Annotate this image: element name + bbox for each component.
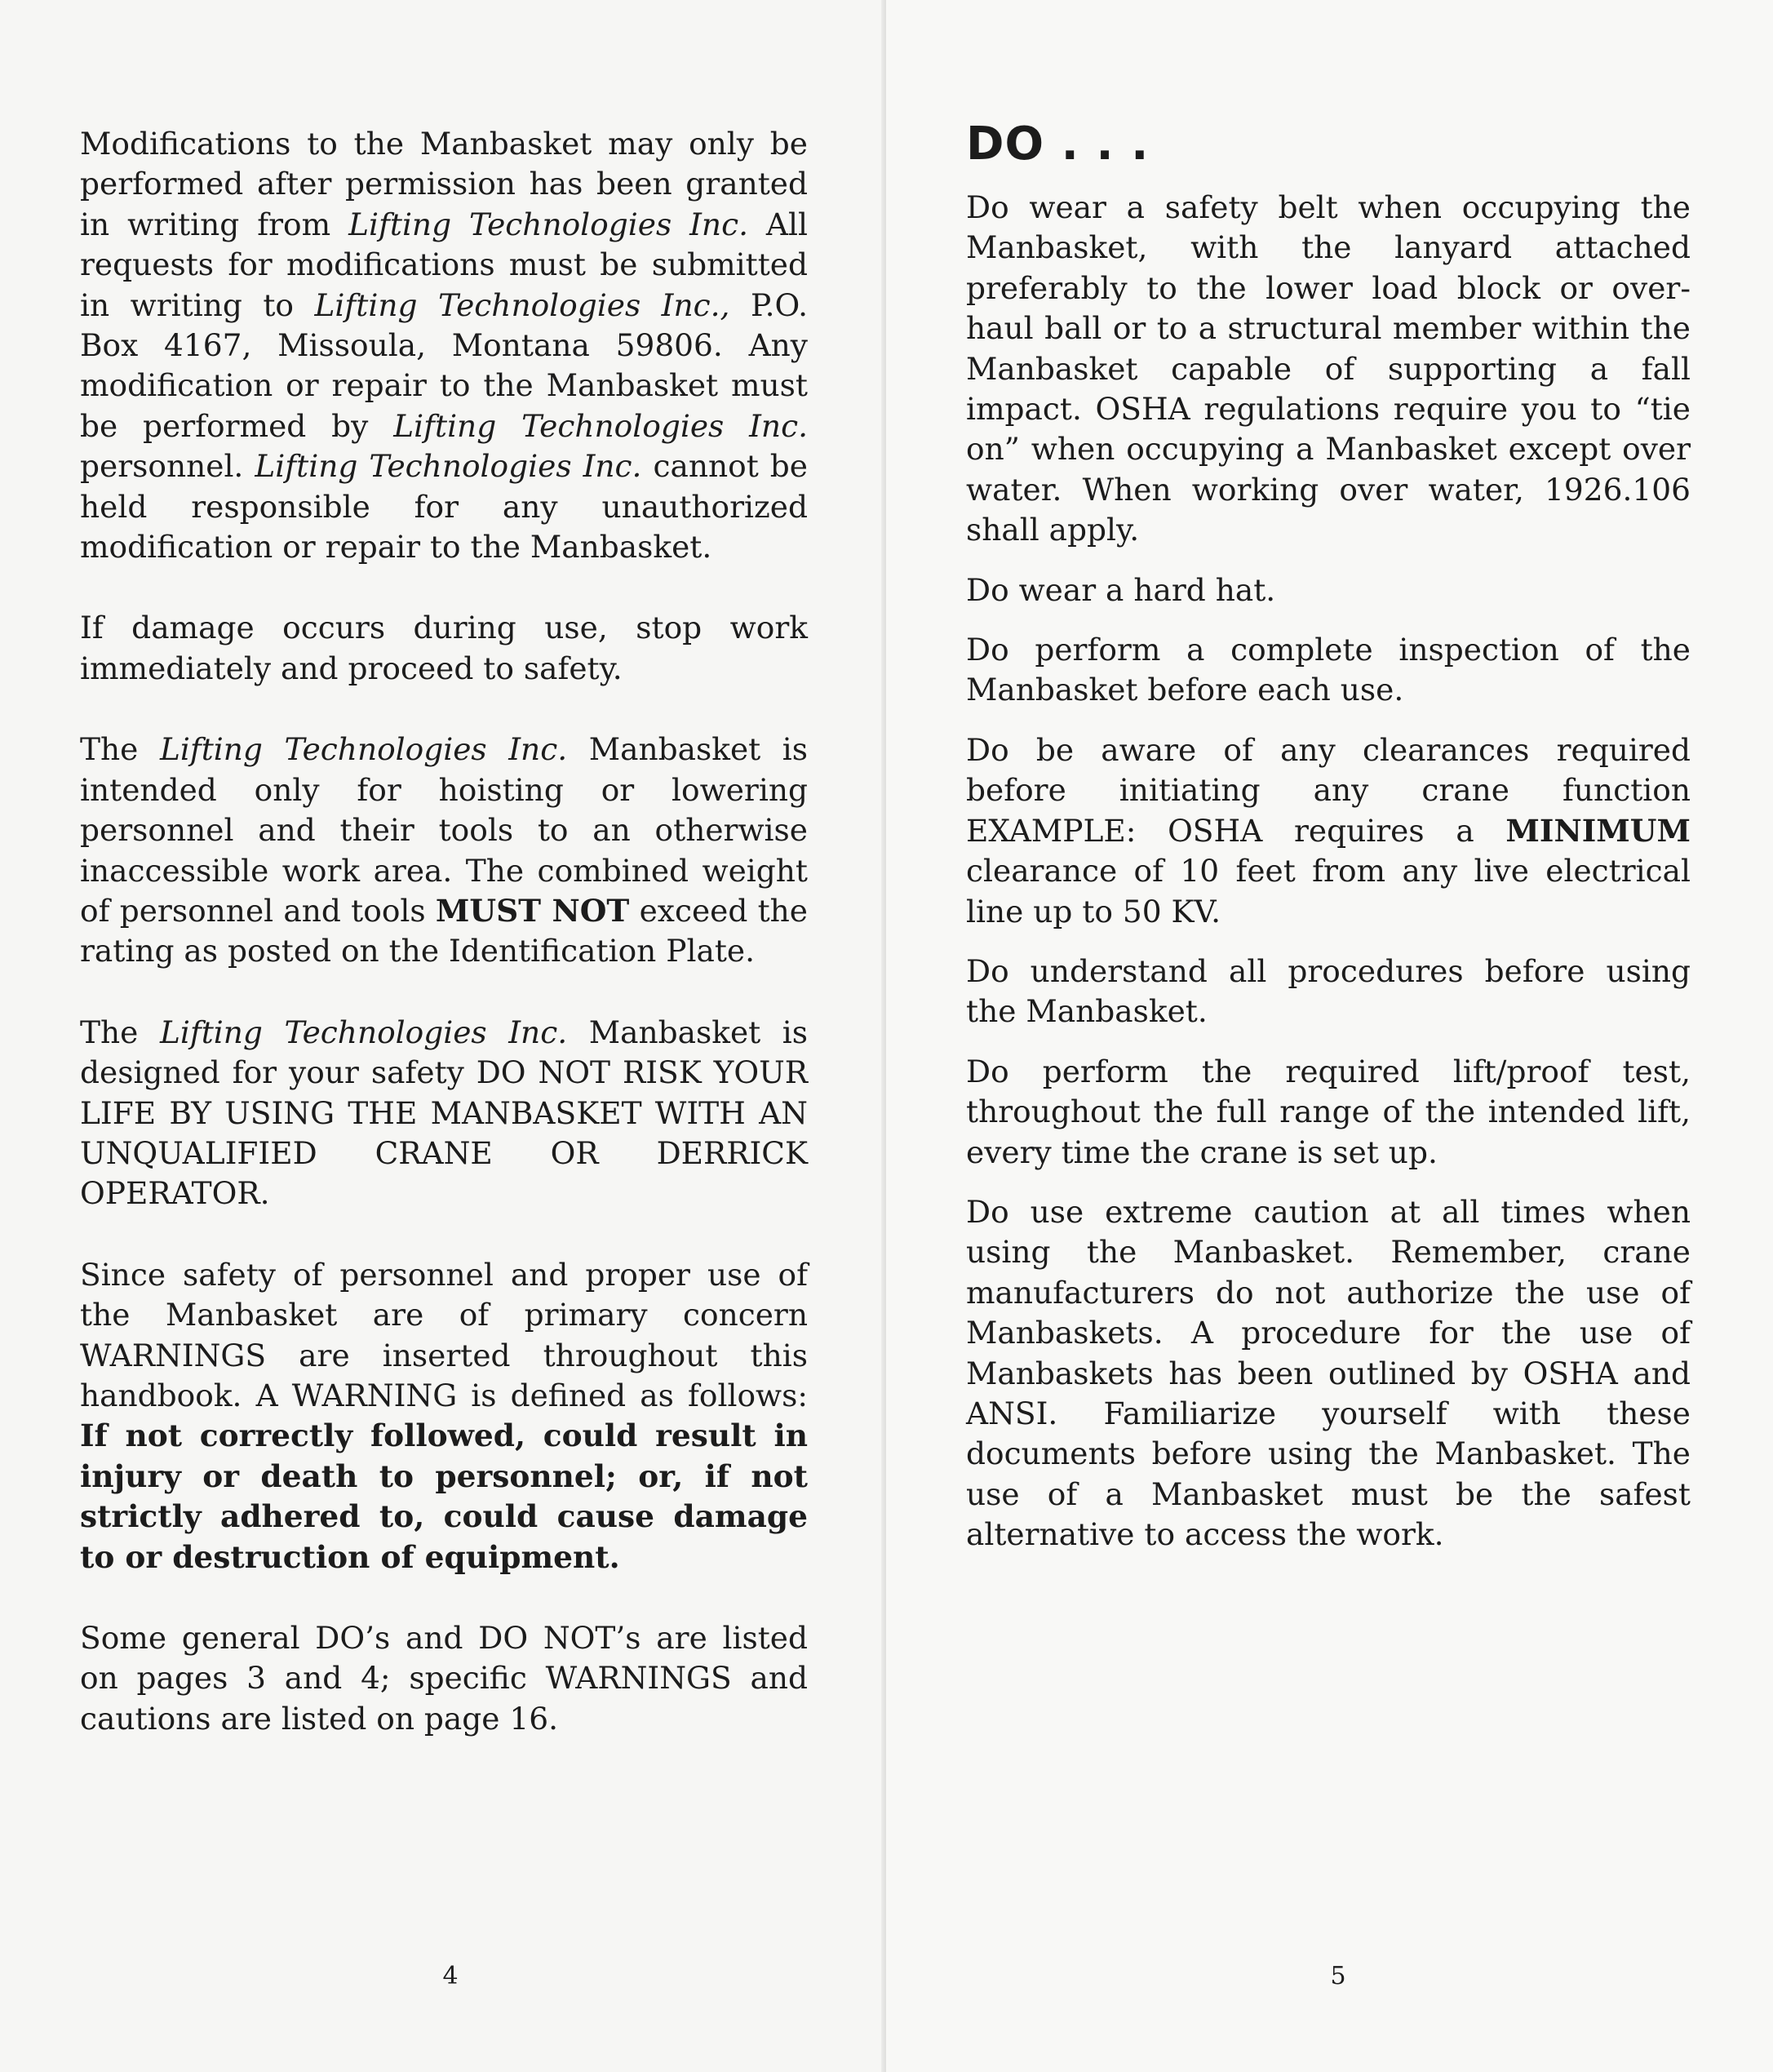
right-page-paragraph bbox=[966, 188, 1691, 551]
text-run: Manbasket is designed for your safety DO NOT RISK YOUR LIFE BY USING THE MANBASKET WITH AN UNQUALIFIED CRANE OR DERRICK OPERATOR. bbox=[80, 1014, 809, 1212]
italic-text: Lifting Technologies Inc. bbox=[159, 1014, 568, 1050]
text-run: If damage occurs during use, stop work immediately and proceed to safety. bbox=[80, 610, 808, 686]
left-page-paragraph bbox=[80, 1013, 808, 1214]
italic-text: Lifting Technologies Inc. bbox=[393, 407, 808, 444]
text-run: Modifications to the Manbasket may only be performed after permission has been granted in writing from bbox=[80, 126, 808, 242]
left-page-paragraph bbox=[80, 124, 808, 567]
text-run: The bbox=[80, 731, 160, 768]
text-run: Some general DO’s and DO NOT’s are listed on pages 3 and 4; specific WARNINGS and cautions are listed on page 16. bbox=[80, 1620, 808, 1737]
text-run: The bbox=[80, 1014, 160, 1050]
text-run: clearance of 10 feet from any live electrical line up to 50 KV. bbox=[966, 853, 1691, 930]
left-page-paragraph bbox=[80, 608, 808, 689]
text-run: Do be aware of any clearances required before initiating any crane function EXAMPLE: OSHA requires a bbox=[966, 731, 1691, 849]
right-page-paragraph bbox=[966, 952, 1691, 1032]
text-run: Do understand all procedures before using the Manbasket. bbox=[966, 952, 1691, 1030]
right-page bbox=[886, 0, 1773, 2072]
right-page-body bbox=[966, 118, 1691, 1575]
text-run: Do wear a safety belt when occupying the Manbasket, with the lanyard attached preferably to the lower load block or over-haul ball or to a structural member within the Manbasket capable of supporting a fall impact. OSHA regulations require you to “tie on” when occupying a Manbasket except over water. When working over water, 1926.106 shall apply. bbox=[966, 189, 1691, 548]
right-page-paragraph bbox=[966, 730, 1691, 932]
right-page-number: 5 bbox=[1330, 1962, 1346, 1990]
bold-text: MUST NOT bbox=[435, 892, 630, 929]
right-page-paragraph bbox=[966, 630, 1691, 711]
text-run: P.O. Box 4167, Missoula, Montana 59806. Any modification or repair to the Manbasket must be performed by bbox=[80, 286, 808, 444]
italic-text: Lifting Technologies Inc. bbox=[348, 206, 748, 242]
italic-text: Lifting Technologies Inc. bbox=[159, 731, 568, 768]
text-run: Do use extreme caution at all times when using the Manbasket. Remember, crane manufacturers do not authorize the use of Manbaskets. A procedure for the use of Manbaskets has been outlined by OSHA and ANSI. Familiarize yourself with these documents before using the Manbasket. The use of a Manbasket must be the safest alternative to access the work. bbox=[966, 1193, 1691, 1553]
text-run: exceed the rating as posted on the Identification Plate. bbox=[80, 892, 809, 969]
text-run: Manbasket is intended only for hoisting or lowering personnel and their tools to an otherwise inaccessible work area. The combined weight of personnel and tools bbox=[80, 731, 809, 929]
left-page-number: 4 bbox=[442, 1962, 459, 1990]
text-run: personnel. bbox=[80, 448, 255, 485]
left-page-paragraph bbox=[80, 1618, 808, 1739]
bold-text: MINIMUM bbox=[1505, 812, 1691, 849]
text-run: Do perform a complete inspection of the Manbasket before each use. bbox=[966, 632, 1691, 708]
text-run: Do perform the required lift/proof test, throughout the full range of the intended lift, every time the crane is set up. bbox=[966, 1053, 1691, 1170]
text-run: cannot be held responsible for any unauthorized modification or repair to the Manbasket. bbox=[80, 448, 808, 566]
left-page bbox=[0, 0, 886, 2072]
text-run: All requests for modifications must be submitted in writing to bbox=[80, 206, 808, 323]
left-page-body bbox=[80, 124, 808, 1780]
text-run: Do wear a hard hat. bbox=[966, 571, 1276, 608]
italic-text: Lifting Technologies Inc. bbox=[255, 448, 642, 485]
right-page-paragraph bbox=[966, 1052, 1691, 1173]
italic-text: Lifting Technologies Inc., bbox=[314, 286, 730, 323]
right-page-paragraph bbox=[966, 1192, 1691, 1555]
do-heading: DO . . . bbox=[966, 118, 1150, 171]
left-page-paragraph bbox=[80, 1255, 808, 1577]
right-page-paragraph bbox=[966, 570, 1691, 610]
left-page-paragraph bbox=[80, 730, 808, 971]
text-run: Since safety of personnel and proper use of the Manbasket are of primary concern WARNINGS are inserted throughout this handbook. A WARNING is defined as follows: bbox=[80, 1256, 808, 1413]
bold-text: If not correctly followed, could result in injury or death to personnel; or, if not strictly adhered to, could cause damage to or destruction of equipment. bbox=[80, 1418, 808, 1575]
